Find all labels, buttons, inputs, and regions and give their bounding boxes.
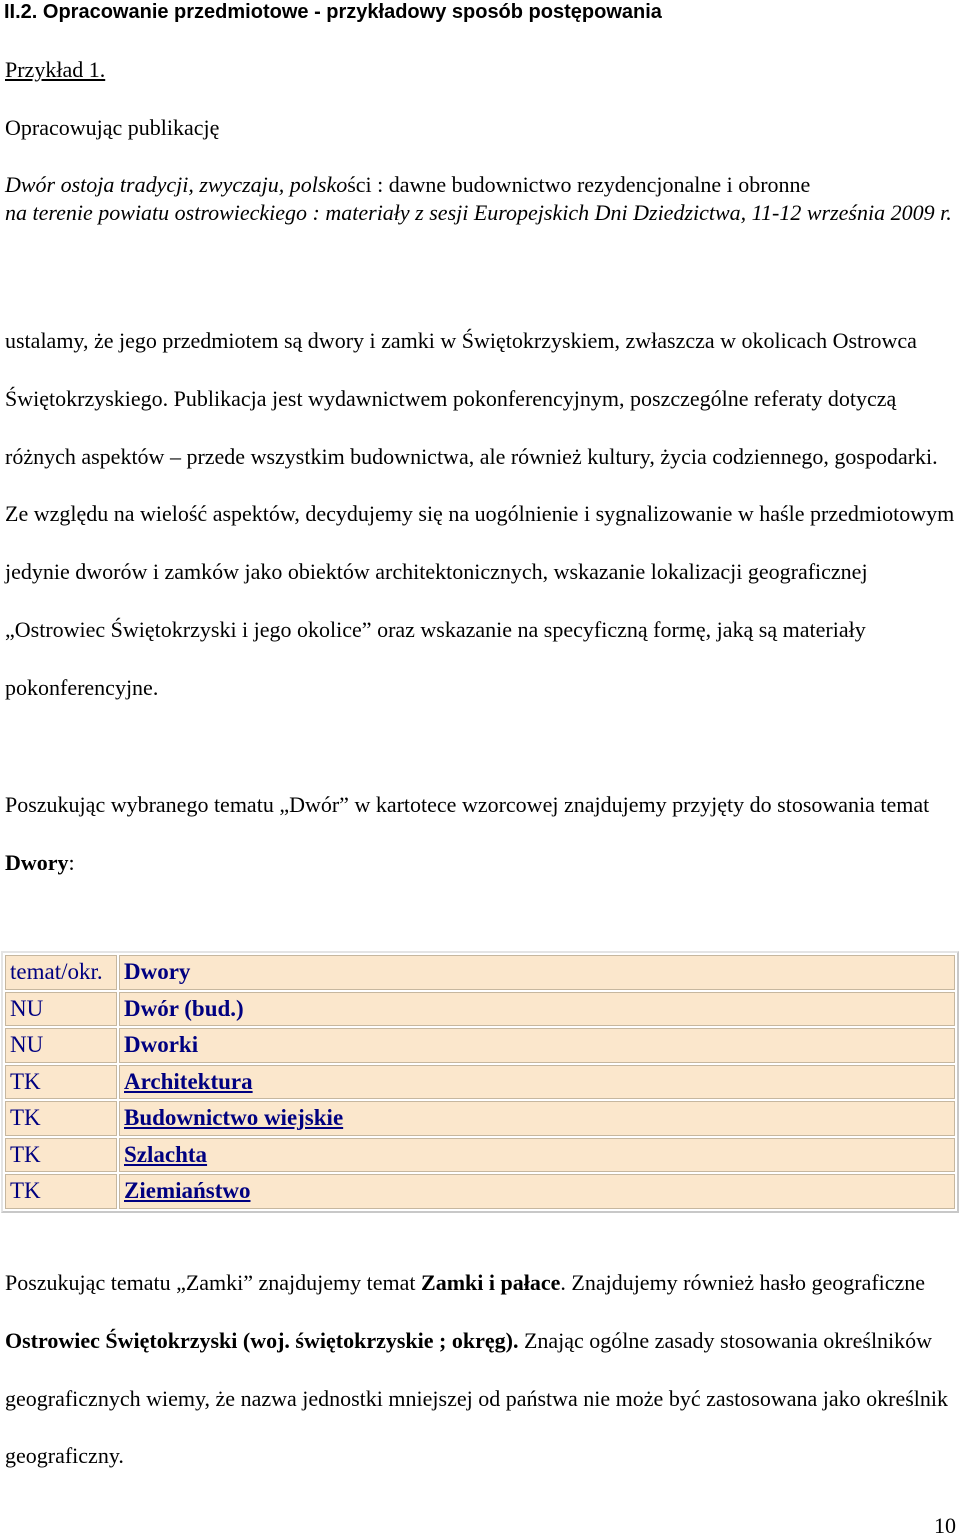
row-key: temat/okr. [5,955,117,990]
paragraph-search-dwor [5,776,957,892]
example-label: Przykład 1. [5,57,106,82]
row-key: TK [5,1065,117,1100]
paragraph-subject: ustalamy, że jego przedmiotem są dwory i zamki w Świętokrzyskiem, zwłaszcza w okolicach Ostrowca Świętokrzyskiego. Publikacja jest wydawnictwem pokonferencyjnym, poszczególne referaty dotyczą różnych aspektów – przede wszystkim budownictwa, ale również kultury, życia codziennego, gospodarki. Ze względu na wielość aspektów, decydujemy się na uogólnienie i sygnalizowanie w haśle przedmiotowym jedynie dworów i zamków jako obiektów architektonicznych, wskazanie lokalizacji geograficznej „Ostrowiec Świętokrzyski i jego okolice” oraz wskazanie na specyficzną formę, jaką są materiały pokonferencyjne. [5,328,955,700]
table-row [5,1101,955,1136]
row-key: TK [5,1174,117,1209]
para3-bold-b: Ostrowiec Świętokrzyski (woj. świętokrzyskie ; okręg). [5,1327,519,1353]
row-value[interactable] [119,1138,955,1173]
table-row [5,1065,955,1100]
row-value [119,955,955,990]
table-row [5,955,955,990]
publication-title [5,171,955,227]
table-row [5,1028,955,1063]
table-row [5,1138,955,1173]
row-key: NU [5,992,117,1027]
term-text: Dworki [124,1032,199,1058]
term-link-budownictwo-wiejskie[interactable]: Budownictwo wiejskie [124,1105,344,1131]
para3-text-c: Znając ogólne zasady stosowania określników geograficznych wiemy, że nazwa jednostki mniejszej od państwa nie może być zastosowana jako określnik geograficzny. [5,1327,949,1469]
row-value [119,992,955,1027]
term-text: Dwór (bud.) [124,995,244,1021]
row-key: TK [5,1101,117,1136]
term-link-architektura[interactable]: Architektura [124,1068,253,1094]
intro-text: Opracowując publikację [5,115,220,140]
para3-bold-a: Zamki i pałace [421,1270,561,1295]
para2-text-a: Poszukując wybranego tematu „Dwór” w kartotece wzorcowej znajdujemy przyjęty do stosowania temat [5,792,930,817]
row-key: TK [5,1138,117,1173]
row-value [119,1028,955,1063]
term-link-ziemianstwo[interactable]: Ziemiaństwo [124,1178,251,1204]
para2-text-b: : [68,850,75,875]
para3-text-b: . Znajdujemy również hasło geograficzne [560,1270,926,1295]
paragraph-search-zamki [5,1254,957,1485]
table-row [5,992,955,1027]
row-key: NU [5,1028,117,1063]
para2-bold-term: Dwory [5,850,69,875]
title-italic: Dwór ostoja tradycji, zwyczaju, polsko [5,172,348,197]
section-heading: II.2. Opracowanie przedmiotowe - przykładowy sposób postępowania [4,1,662,23]
para3-text-a: Poszukując tematu „Zamki” znajdujemy temat [5,1270,422,1295]
page-number: 10 [934,1513,956,1538]
row-value[interactable] [119,1174,955,1209]
row-value[interactable] [119,1101,955,1136]
title-line2: na terenie powiatu ostrowieckiego : materiały z sesji Europejskich Dni Dziedzictwa, 11-12 września 2009 r. [5,200,952,225]
authority-record-table [1,951,959,1213]
term-text: Dwory [124,959,191,985]
title-upright: ści : dawne budownictwo rezydencjonalne i obronne [347,172,811,197]
term-link-szlachta[interactable]: Szlachta [124,1141,208,1167]
row-value[interactable] [119,1065,955,1100]
table-row [5,1174,955,1209]
